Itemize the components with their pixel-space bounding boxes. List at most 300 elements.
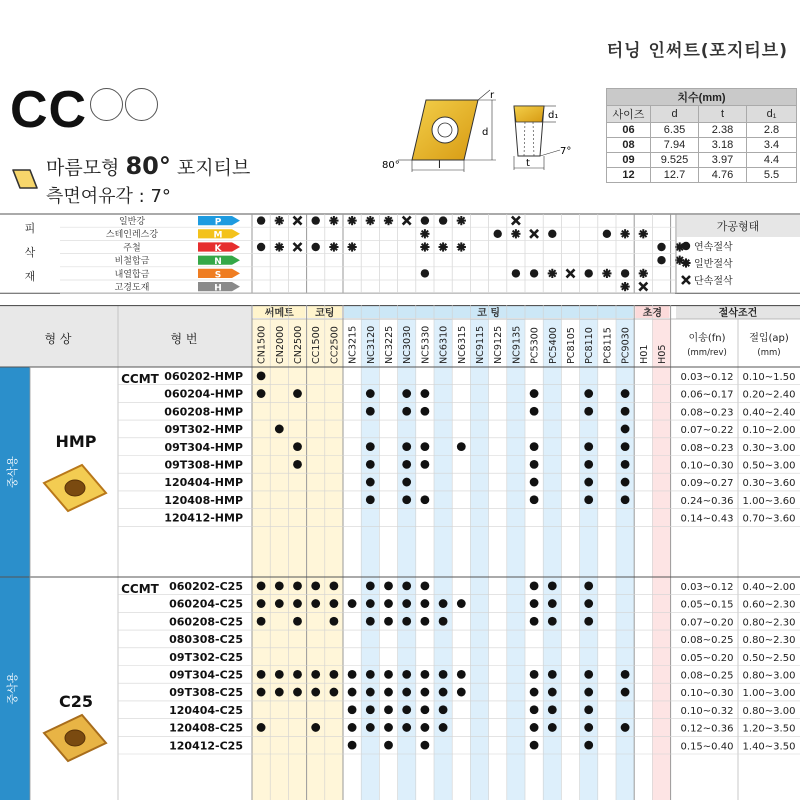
grade-availability-dot — [366, 407, 375, 416]
grade-name: NC3030 — [402, 325, 414, 364]
grade-availability-dot — [584, 407, 593, 416]
grade-availability-dot — [366, 495, 375, 504]
suitability-mark — [329, 216, 338, 225]
grade-availability-dot — [348, 670, 357, 679]
grade-availability-dot — [548, 705, 557, 714]
column-header-shape: 형 상 — [44, 332, 72, 346]
material-name: 스테인레스강 — [105, 230, 159, 241]
dim-col-d1: d₁ — [747, 106, 797, 123]
grade-availability-dot — [548, 670, 557, 679]
grade-column-bg — [270, 319, 288, 800]
grade-availability-dot — [402, 407, 411, 416]
depth-value: 0.70~3.60 — [742, 513, 796, 525]
grade-availability-dot — [293, 442, 302, 451]
depth-value: 0.80~2.30 — [742, 635, 796, 647]
dim-cell: 12.7 — [651, 168, 699, 183]
grade-availability-dot — [257, 371, 266, 380]
grade-availability-dot — [584, 460, 593, 469]
grade-availability-dot — [530, 617, 539, 626]
depth-value: 0.40~2.00 — [742, 582, 796, 593]
suitability-mark — [420, 242, 429, 251]
grade-availability-dot — [330, 599, 339, 608]
grade-availability-dot — [621, 389, 630, 398]
suitability-mark — [602, 269, 611, 278]
depth-value: 0.30~3.60 — [742, 478, 796, 490]
dim-row — [607, 123, 797, 138]
grade-availability-dot — [366, 599, 375, 608]
grade-availability-dot — [330, 617, 339, 626]
grade-availability-dot — [621, 478, 630, 487]
suitability-mark — [621, 229, 630, 238]
grade-availability-dot — [548, 599, 557, 608]
grade-availability-dot — [530, 495, 539, 504]
suitability-mark — [657, 256, 665, 264]
legend-text: 일반절삭 — [694, 259, 733, 270]
depth-label: 절입(ap) — [749, 333, 789, 344]
grade-name: NC3120 — [365, 325, 377, 364]
feed-value: 0.08~0.23 — [680, 407, 734, 419]
shape-type: 포지티브 — [176, 157, 251, 179]
grade-availability-dot — [366, 723, 375, 732]
grade-availability-dot — [275, 688, 284, 697]
material-name: 일반강 — [118, 217, 146, 227]
grade-availability-dot — [584, 478, 593, 487]
grade-availability-dot — [621, 442, 630, 451]
suitability-mark — [511, 229, 520, 238]
label-7: 7° — [560, 146, 572, 157]
grade-availability-dot — [530, 599, 539, 608]
grade-column-bg — [652, 319, 670, 800]
grade-name: NC3225 — [384, 325, 395, 364]
feed-value: 0.14~0.43 — [680, 513, 734, 525]
suitability-mark — [457, 216, 466, 225]
dim-header: 치수(mm) — [607, 89, 797, 106]
dim-cell: 2.38 — [699, 123, 747, 138]
grade-availability-dot — [330, 581, 339, 590]
feed-value: 0.10~0.30 — [680, 688, 734, 700]
grade-availability-dot — [402, 617, 411, 626]
grade-column-bg — [507, 319, 525, 800]
depth-value: 1.00~3.60 — [742, 495, 796, 507]
suitability-mark — [548, 269, 557, 278]
grade-availability-dot — [293, 460, 302, 469]
grade-name: CN1500 — [256, 325, 268, 364]
iso-code-label: P — [214, 217, 222, 228]
grade-availability-dot — [402, 688, 411, 697]
feed-value: 0.10~0.30 — [680, 460, 734, 472]
part-number: 080308-C25 — [169, 633, 243, 647]
grade-name: NC6315 — [456, 325, 468, 364]
grade-group-label: 초경 — [642, 308, 663, 319]
depth-unit: (mm) — [757, 348, 781, 358]
dim-cell: 2.8 — [747, 123, 797, 138]
grade-availability-dot — [384, 741, 393, 750]
depth-value: 0.10~2.00 — [742, 425, 796, 437]
dim-row — [607, 153, 797, 168]
material-side-label: 피 — [24, 222, 36, 235]
grade-availability-dot — [293, 617, 302, 626]
grade-name: PC5300 — [529, 327, 541, 364]
grade-availability-dot — [584, 741, 593, 750]
grade-name: NC3215 — [347, 325, 359, 364]
grade-availability-dot — [275, 581, 284, 590]
grade-name: NC9135 — [511, 325, 523, 364]
legend-interrupted-icon — [682, 276, 690, 284]
grade-availability-dot — [421, 460, 430, 469]
grade-column-bg — [452, 319, 470, 800]
grade-availability-dot — [402, 389, 411, 398]
grade-availability-dot — [548, 688, 557, 697]
grade-name: H05 — [657, 344, 668, 364]
grade-availability-dot — [421, 599, 430, 608]
grade-availability-dot — [530, 581, 539, 590]
depth-value: 1.20~3.50 — [742, 723, 796, 735]
grade-availability-dot — [366, 705, 375, 714]
grade-availability-dot — [257, 723, 266, 732]
grade-availability-dot — [421, 741, 430, 750]
grade-availability-dot — [311, 599, 320, 608]
feed-value: 0.07~0.22 — [680, 425, 734, 437]
grade-availability-dot — [402, 442, 411, 451]
grade-availability-dot — [366, 389, 375, 398]
grade-availability-dot — [257, 389, 266, 398]
grade-availability-dot — [366, 617, 375, 626]
model-name: CC — [10, 81, 88, 139]
feed-value: 0.08~0.25 — [680, 670, 734, 682]
iso-code-label: S — [214, 270, 222, 281]
grade-availability-dot — [384, 705, 393, 714]
grade-availability-dot — [621, 723, 630, 732]
feed-value: 0.24~0.36 — [680, 495, 734, 507]
part-number: 060204-HMP — [164, 387, 243, 401]
grade-availability-dot — [530, 407, 539, 416]
iso-code-label: K — [214, 243, 222, 254]
label-d1: d₁ — [548, 110, 559, 121]
dimension-table — [606, 88, 797, 183]
grade-name: PC8110 — [584, 327, 596, 364]
grade-availability-dot — [384, 670, 393, 679]
grade-availability-dot — [366, 670, 375, 679]
grade-availability-dot — [311, 581, 320, 590]
suitability-mark — [439, 242, 448, 251]
legend-general-icon — [681, 258, 690, 267]
grade-name: PC8105 — [566, 327, 577, 364]
dim-cell: 09 — [607, 153, 651, 168]
grade-availability-dot — [421, 407, 430, 416]
suitability-mark — [439, 216, 447, 224]
dim-col-size: 사이즈 — [607, 106, 651, 123]
insert-hole-inner — [438, 123, 452, 137]
grade-availability-dot — [530, 688, 539, 697]
label-80: 80° — [382, 160, 400, 171]
suitability-mark — [275, 216, 284, 225]
part-number: 120412-C25 — [169, 739, 243, 753]
suitability-mark — [294, 217, 302, 225]
feed-value: 0.03~0.12 — [680, 372, 734, 383]
chipbreaker-name: HMP — [55, 432, 97, 451]
depth-value: 1.00~3.00 — [742, 688, 796, 700]
rhombus-insert-icon — [12, 168, 38, 190]
grade-availability-dot — [530, 723, 539, 732]
label-t: t — [526, 158, 530, 169]
shape-angle: 80° — [125, 152, 171, 180]
label-d: d — [482, 127, 489, 138]
grade-name: CN2000 — [274, 325, 286, 364]
iso-code-label: N — [214, 257, 222, 268]
suitability-mark — [420, 229, 429, 238]
part-number: 060202-HMP — [164, 370, 243, 383]
grade-availability-dot — [384, 599, 393, 608]
grade-availability-dot — [530, 389, 539, 398]
feed-value: 0.09~0.27 — [680, 478, 734, 490]
grade-availability-dot — [584, 495, 593, 504]
grade-availability-dot — [311, 723, 320, 732]
grade-name: NC6310 — [438, 325, 450, 364]
label-r: r — [490, 90, 495, 101]
legend-text: 단속절삭 — [694, 276, 733, 287]
grade-availability-dot — [293, 581, 302, 590]
grade-availability-dot — [584, 599, 593, 608]
legend-continuous-icon — [682, 242, 690, 250]
suitability-mark — [312, 243, 320, 251]
grade-availability-dot — [257, 617, 266, 626]
grade-name: NC9125 — [493, 325, 505, 364]
grade-group-label: 써메트 — [264, 308, 294, 319]
suitability-mark — [530, 230, 538, 238]
grade-column-bg — [598, 319, 616, 800]
grade-availability-dot — [530, 478, 539, 487]
suitability-mark — [639, 283, 647, 291]
grade-name: CC1500 — [311, 326, 323, 364]
suitability-mark — [621, 282, 630, 291]
grade-availability-dot — [293, 670, 302, 679]
grade-column-bg — [489, 319, 507, 800]
suitability-mark — [548, 230, 556, 238]
cutting-title: 절삭조건 — [718, 308, 758, 319]
depth-value: 0.40~2.40 — [742, 407, 796, 419]
depth-value: 0.20~2.40 — [742, 389, 796, 401]
suitability-mark — [457, 242, 466, 251]
grade-name: NC9115 — [475, 325, 486, 364]
grade-availability-dot — [457, 688, 466, 697]
grade-availability-dot — [584, 442, 593, 451]
grade-availability-dot — [366, 478, 375, 487]
dim-cell: 7.94 — [651, 138, 699, 153]
legend-text: 연속절삭 — [694, 242, 733, 253]
grade-availability-dot — [439, 617, 448, 626]
depth-value: 0.80~3.00 — [742, 705, 796, 717]
suitability-mark — [639, 269, 648, 278]
grade-availability-dot — [257, 599, 266, 608]
grade-column-bg — [470, 319, 488, 800]
grade-availability-dot — [366, 460, 375, 469]
depth-value: 0.50~2.50 — [742, 652, 796, 664]
grade-name: CN2500 — [293, 325, 304, 364]
dim-col-t: t — [699, 106, 747, 123]
grade-availability-dot — [421, 389, 430, 398]
grade-availability-dot — [457, 670, 466, 679]
grade-column-bg — [634, 319, 652, 800]
grade-name: PC8115 — [602, 327, 614, 364]
part-number: 09T308-HMP — [164, 458, 243, 472]
grade-availability-dot — [439, 723, 448, 732]
dim-cell: 9.525 — [651, 153, 699, 168]
feed-unit: (mm/rev) — [687, 348, 727, 358]
feed-label: 이송(fn) — [688, 333, 726, 344]
part-number: 120404-C25 — [169, 703, 243, 717]
feed-value: 0.03~0.12 — [680, 582, 734, 593]
dim-cell: 06 — [607, 123, 651, 138]
grade-availability-dot — [621, 425, 630, 434]
suitability-mark — [384, 216, 393, 225]
suitability-mark — [257, 216, 265, 224]
grade-availability-dot — [330, 670, 339, 679]
grade-availability-dot — [439, 599, 448, 608]
grade-availability-dot — [384, 688, 393, 697]
suitability-mark — [312, 216, 320, 224]
grade-group-label: 코팅 — [315, 308, 335, 319]
part-number: 09T308-C25 — [169, 686, 243, 700]
grade-availability-dot — [311, 688, 320, 697]
part-number: 060208-HMP — [164, 405, 243, 419]
grade-availability-dot — [384, 581, 393, 590]
grade-availability-dot — [530, 460, 539, 469]
process-title: 가공형태 — [716, 220, 760, 233]
part-number: 09T302-C25 — [169, 650, 243, 664]
grade-availability-dot — [457, 599, 466, 608]
part-number: 120408-HMP — [164, 493, 243, 507]
part-number: 120404-HMP — [164, 476, 243, 490]
depth-value: 0.80~3.00 — [742, 670, 796, 682]
grade-availability-dot — [275, 425, 284, 434]
grade-name: CC2500 — [329, 326, 341, 364]
grade-group-label: 코 팅 — [477, 308, 501, 319]
grade-availability-dot — [366, 688, 375, 697]
dim-cell: 3.18 — [699, 138, 747, 153]
grade-availability-dot — [584, 723, 593, 732]
grade-availability-dot — [421, 617, 430, 626]
dim-cell: 5.5 — [747, 168, 797, 183]
suitability-mark — [585, 269, 593, 277]
suitability-mark — [494, 230, 502, 238]
suitability-mark — [603, 230, 611, 238]
grade-availability-dot — [421, 442, 430, 451]
depth-value: 1.40~3.50 — [742, 741, 796, 753]
grade-availability-dot — [275, 599, 284, 608]
grade-name: PC5400 — [547, 327, 559, 364]
material-side-label: 재 — [24, 270, 36, 283]
grade-availability-dot — [530, 442, 539, 451]
grade-availability-dot — [348, 599, 357, 608]
feed-value: 0.12~0.36 — [680, 723, 734, 735]
grade-availability-dot — [548, 617, 557, 626]
part-number: 120412-HMP — [164, 511, 243, 525]
grade-availability-dot — [293, 688, 302, 697]
section-usage-label: 중삭용 — [6, 672, 19, 705]
dim-cell: 4.4 — [747, 153, 797, 168]
suitability-mark — [257, 243, 265, 251]
grade-availability-dot — [584, 670, 593, 679]
part-number: 060204-C25 — [169, 597, 243, 611]
part-prefix: CCMT — [121, 582, 159, 596]
feed-value: 0.15~0.40 — [680, 741, 734, 753]
blank-circle-2 — [125, 88, 158, 121]
feed-value: 0.10~0.32 — [680, 705, 734, 717]
grade-availability-dot — [584, 705, 593, 714]
dim-cell: 6.35 — [651, 123, 699, 138]
grade-availability-dot — [257, 581, 266, 590]
grade-availability-dot — [366, 442, 375, 451]
iso-code-label: H — [214, 283, 222, 294]
material-side-label: 삭 — [24, 246, 36, 259]
material-name: 고경도재 — [114, 283, 150, 293]
grade-availability-dot — [548, 723, 557, 732]
suitability-mark — [348, 216, 357, 225]
suitability-mark — [567, 269, 575, 277]
part-number: 09T304-C25 — [169, 668, 243, 682]
column-header-part: 형 번 — [170, 332, 198, 346]
suitability-mark — [421, 269, 429, 277]
insert-photo-hole — [65, 480, 85, 496]
clearance-angle: 측면여유각 : 7° — [46, 186, 171, 207]
suitability-mark — [348, 242, 357, 251]
suitability-mark — [421, 216, 429, 224]
part-number: 09T304-HMP — [164, 440, 243, 454]
grade-availability-dot — [402, 599, 411, 608]
feed-value: 0.06~0.17 — [680, 389, 734, 401]
header-left-bg — [0, 305, 252, 367]
depth-value: 0.80~2.30 — [742, 617, 796, 629]
dim-cell: 08 — [607, 138, 651, 153]
grade-availability-dot — [293, 389, 302, 398]
suitability-mark — [512, 217, 520, 225]
grade-name: PC9030 — [620, 327, 632, 364]
feed-value: 0.05~0.20 — [680, 652, 734, 664]
grade-availability-dot — [530, 705, 539, 714]
material-name: 내열합금 — [114, 269, 150, 280]
grade-availability-dot — [384, 723, 393, 732]
part-number: 060208-C25 — [169, 615, 243, 629]
grade-availability-dot — [584, 617, 593, 626]
suitability-mark — [512, 269, 520, 277]
part-prefix: CCMT — [121, 372, 159, 386]
grade-availability-dot — [275, 670, 284, 679]
grade-availability-dot — [621, 460, 630, 469]
grade-availability-dot — [421, 495, 430, 504]
grade-availability-dot — [311, 670, 320, 679]
grade-availability-dot — [621, 495, 630, 504]
grade-availability-dot — [402, 478, 411, 487]
grade-selection-table — [0, 305, 800, 800]
grade-availability-dot — [402, 581, 411, 590]
suitability-mark — [621, 269, 629, 277]
grade-availability-dot — [530, 741, 539, 750]
suitability-mark — [530, 269, 538, 277]
dim-col-d: d — [651, 106, 699, 123]
suitability-mark — [275, 242, 284, 251]
grade-availability-dot — [348, 741, 357, 750]
shape-label: 마름모형 — [46, 157, 120, 179]
grade-availability-dot — [621, 688, 630, 697]
grade-availability-dot — [366, 581, 375, 590]
grade-availability-dot — [402, 670, 411, 679]
grade-availability-dot — [348, 688, 357, 697]
suitability-mark — [366, 216, 375, 225]
feed-value: 0.05~0.15 — [680, 599, 734, 611]
grade-availability-dot — [402, 495, 411, 504]
material-name: 비철합금 — [114, 256, 150, 267]
grade-availability-dot — [584, 688, 593, 697]
